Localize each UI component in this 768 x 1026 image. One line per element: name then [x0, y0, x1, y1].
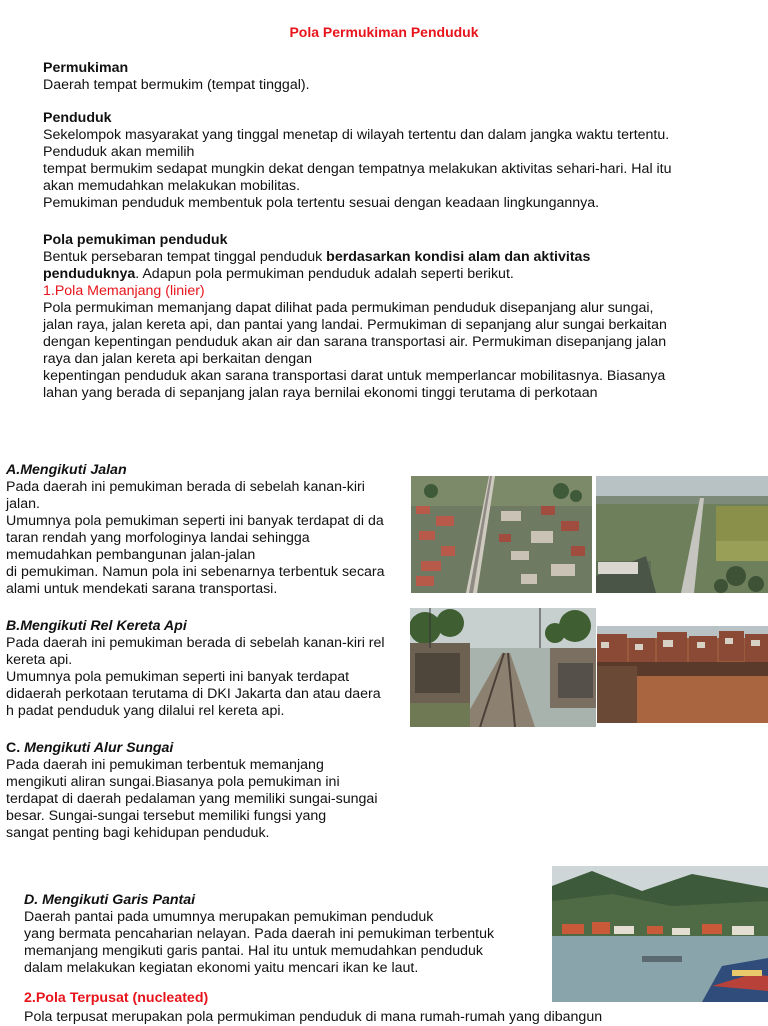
memanjang-label: 1.Pola Memanjang (linier) [43, 283, 205, 299]
section-a-line: alami untuk mendekati sarana transportasi. [6, 581, 278, 597]
coastal-village-photo [552, 866, 768, 1002]
section-b-line: h padat penduduk yang dilalui rel kereta api. [6, 703, 285, 719]
penduduk-heading: Penduduk [43, 110, 112, 126]
section-c [6, 740, 406, 842]
section-d-line: Daerah pantai pada umumnya merupakan pemukiman penduduk [24, 909, 434, 925]
memanjang-line: dengan kepentingan penduduk akan air dan sarana transportasi air. Permukiman disepanjang jalan [43, 334, 667, 350]
section-d-heading: D. Mengikuti Garis Pantai [24, 892, 196, 908]
pola-intro-b: . Adapun pola permukiman penduduk adalah seperti berikut. [135, 266, 514, 282]
section-a-line: Umumnya pola pemukiman seperti ini banyak terdapat di da [6, 513, 384, 529]
page-title: Pola Permukiman Penduduk [289, 24, 479, 40]
pola-intro-2 [43, 266, 743, 283]
penduduk-block [43, 110, 743, 212]
rural-road-photo [596, 476, 768, 593]
pola-intro-bold: berdasarkan kondisi alam dan aktivitas [326, 249, 591, 265]
permukiman-heading: Permukiman [43, 60, 129, 76]
section-d-line: memanjang mengikuti garis pantai. Hal itu untuk memudahkan penduduk [24, 943, 484, 959]
permukiman-text: Daerah tempat bermukim (tempat tinggal). [43, 77, 310, 93]
section-b-line: kereta api. [6, 652, 73, 668]
section-a-heading: A.Mengikuti Jalan [6, 462, 127, 478]
pola-heading: Pola pemukiman penduduk [43, 232, 228, 248]
penduduk-line: akan memudahkan melakukan mobilitas. [43, 178, 301, 194]
pola-intro-a: Bentuk persebaran tempat tinggal penduduk [43, 249, 327, 265]
section-a-line: di pemukiman. Namun pola ini sebenarnya terbentuk secara [6, 564, 385, 580]
section-b-line: Umumnya pola pemukiman seperti ini banyak terdapat [6, 669, 350, 685]
penduduk-line: Sekelompok masyarakat yang tinggal menetap di wilayah tertentu dan dalam jangka waktu tertentu. [43, 127, 670, 143]
pola-intro-bold2: penduduknya [43, 266, 136, 282]
penduduk-line: tempat bermukim sedapat mungkin dekat dengan tempatnya melakukan aktivitas sehari-hari. Hal itu [43, 161, 672, 177]
memanjang-line: jalan raya, jalan kereta api, dan pantai yang landai. Permukiman di sepanjang alur sungai berkaitan [43, 317, 667, 333]
memanjang-line: lahan yang berada di sepanjang jalan raya bernilai ekonomi tinggi terutama di perkotaan [43, 385, 598, 401]
memanjang-line: Pola permukiman memanjang dapat dilihat pada permukiman penduduk disepanjang alur sungai, [43, 300, 654, 316]
section-b-line: Pada daerah ini pemukiman berada di sebelah kanan-kiri rel [6, 635, 385, 651]
section-c-line: Pada daerah ini pemukiman terbentuk memanjang [6, 757, 324, 773]
section-a-line: taran rendah yang morfologinya landai sehingga [6, 530, 310, 546]
memanjang-line: raya dan jalan kereta api berkaitan dengan [43, 351, 312, 367]
section-c-prefix: C. [6, 740, 25, 756]
penduduk-line: Penduduk akan memilih [43, 144, 195, 160]
terpusat-heading: 2.Pola Terpusat (nucleated) [24, 990, 209, 1006]
section-b-line: didaerah perkotaan terutama di DKI Jakarta dan atau daera [6, 686, 381, 702]
section-b [6, 618, 406, 720]
aerial-road-town-photo [411, 476, 592, 593]
section-d [24, 892, 564, 977]
permukiman-block [43, 60, 723, 94]
river-stilt-houses-photo [597, 626, 768, 723]
pola-intro [43, 249, 743, 266]
section-c-line: sangat penting bagi kehidupan penduduk. [6, 825, 270, 841]
section-d-line: dalam melakukan kegiatan ekonomi yaitu mencari ikan ke laut. [24, 960, 419, 976]
memanjang-line: kepentingan penduduk akan sarana transportasi darat untuk memperlancar mobilitasnya. Biasanya [43, 368, 666, 384]
section-c-line: mengikuti aliran sungai.Biasanya pola pemukiman ini [6, 774, 340, 790]
section-a-line: memudahkan pembangunan jalan-jalan [6, 547, 256, 563]
terpusat-block [24, 990, 724, 1026]
section-c-line: terdapat di daerah pedalaman yang memiliki sungai-sungai [6, 791, 378, 807]
pola-block [43, 232, 743, 402]
section-c-heading [6, 740, 406, 757]
section-a [6, 462, 406, 598]
section-b-heading: B.Mengikuti Rel Kereta Api [6, 618, 187, 634]
railway-settlement-photo [410, 608, 596, 727]
section-d-line: yang bermata pencaharian nelayan. Pada daerah ini pemukiman terbentuk [24, 926, 495, 942]
section-c-line: besar. Sungai-sungai tersebut memiliki fungsi yang [6, 808, 327, 824]
terpusat-text: Pola terpusat merupakan pola permukiman penduduk di mana rumah-rumah yang dibangun [24, 1009, 603, 1025]
section-a-line: Pada daerah ini pemukiman berada di sebelah kanan-kiri [6, 479, 365, 495]
section-c-title: Mengikuti Alur Sungai [24, 740, 174, 756]
penduduk-line: Pemukiman penduduk membentuk pola tertentu sesuai dengan keadaan lingkungannya. [43, 195, 600, 211]
section-a-line: jalan. [6, 496, 40, 512]
